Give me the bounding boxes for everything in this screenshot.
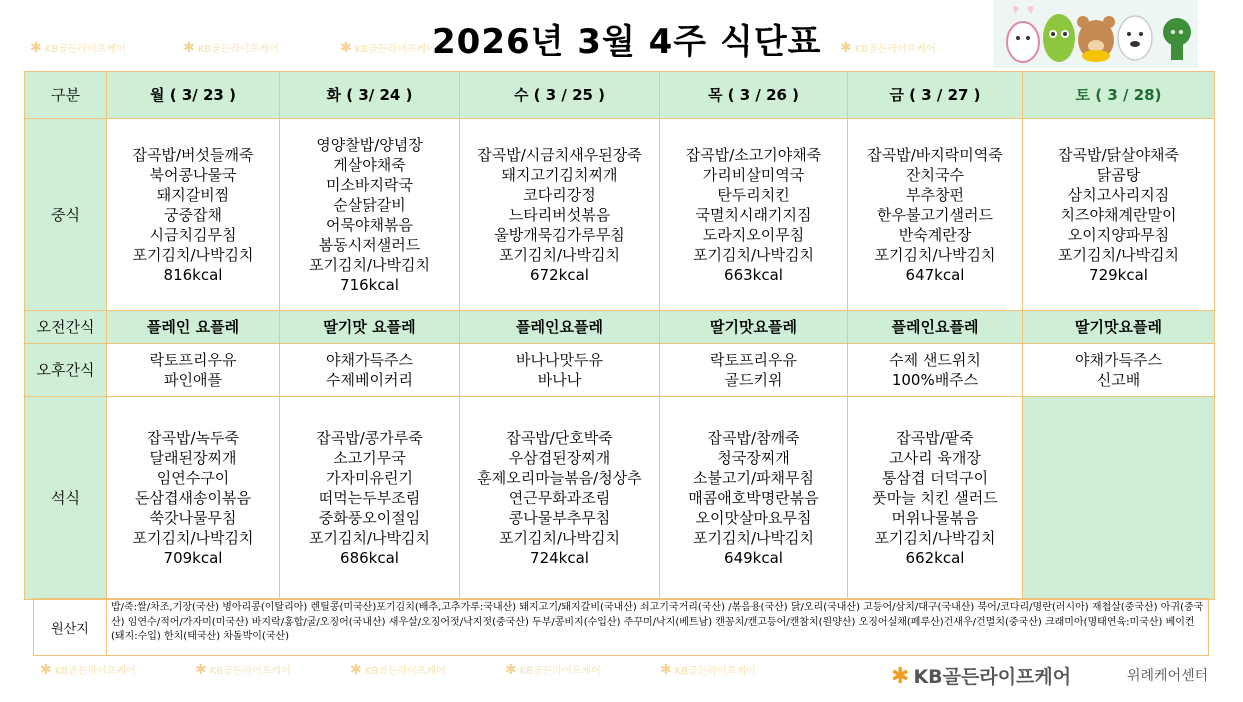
menu-item: 포기김치/나박김치	[693, 245, 814, 264]
menu-item: 머위나물볶음	[891, 509, 979, 527]
menu-item: 오이지양파무침	[1067, 225, 1170, 244]
day-header-mon: 월 ( 3/ 23 )	[107, 72, 280, 119]
calorie-value: 716kcal	[340, 275, 399, 294]
menu-item: 소고기무국	[333, 449, 406, 467]
menu-item: 100%배주스	[891, 371, 979, 389]
menu-item: 돼지고기김치찌개	[501, 165, 618, 184]
dinner-label: 석식	[25, 397, 107, 600]
lunch-cell-wed	[460, 119, 660, 311]
menu-item: 달래된장찌개	[149, 449, 237, 467]
calorie-value: 672kcal	[530, 265, 589, 284]
menu-item: 삼치고사리지짐	[1067, 185, 1170, 204]
menu-item: 콩나물부추무침	[508, 509, 611, 527]
day-header-wed: 수 ( 3 / 25 )	[460, 72, 660, 119]
center-name: 위례케어센터	[1127, 668, 1209, 684]
menu-item: 오이맛살마요무침	[695, 509, 812, 527]
menu-item: 쑥갓나물무침	[149, 509, 237, 527]
menu-item: 궁중잡채	[164, 205, 222, 224]
menu-item: 코다리강정	[523, 185, 596, 204]
menu-item: 봄동시저샐러드	[318, 235, 421, 254]
calorie-value: 647kcal	[905, 265, 965, 284]
menu-item: 골드키위	[724, 371, 783, 389]
pm-snack-thu	[660, 344, 848, 397]
menu-item: 포기김치/나박김치	[132, 529, 254, 547]
calorie-value: 729kcal	[1089, 265, 1148, 284]
menu-item: 수제베이커리	[326, 371, 413, 389]
menu-item: 잡곡밥/버섯들깨죽	[132, 145, 254, 164]
brand-logo	[891, 662, 1071, 689]
menu-item: 탄두리치킨	[717, 185, 790, 204]
mascot-illustration	[993, 0, 1198, 68]
menu-item: 닭곰탕	[1096, 165, 1141, 184]
calorie-value: 816kcal	[163, 265, 223, 284]
am-snack-thu: 딸기맛요플레	[660, 311, 848, 344]
watermark: ✱ KB골든라이프케어	[340, 40, 436, 56]
pm-snack-row	[25, 344, 1215, 397]
am-snack-wed: 플레인요플레	[460, 311, 660, 344]
day-header-tue: 화 ( 3/ 24 )	[280, 72, 460, 119]
pm-snack-mon	[107, 344, 280, 397]
menu-item: 도라지오이무침	[702, 225, 805, 244]
lunch-cell-sat	[1023, 119, 1215, 311]
menu-item: 포기김치/나박김치	[874, 245, 996, 264]
calorie-value: 686kcal	[340, 549, 399, 567]
calorie-value: 724kcal	[530, 549, 589, 567]
calorie-value: 662kcal	[905, 549, 965, 567]
kb-logo-icon: ✱	[891, 664, 910, 689]
menu-item: 포기김치/나박김치	[499, 245, 620, 264]
menu-item: 신고배	[1096, 371, 1141, 389]
menu-item: 포기김치/나박김치	[132, 245, 254, 264]
calorie-value: 663kcal	[724, 265, 783, 284]
pm-snack-fri	[848, 344, 1023, 397]
menu-item: 중화풍오이절임	[318, 509, 421, 527]
page-title: 2026년 3월 4주 식단표	[432, 22, 822, 62]
menu-item: 포기김치/나박김치	[693, 529, 814, 547]
menu-item: 락토프리우유	[149, 351, 237, 369]
menu-item: 북어콩나물국	[149, 165, 237, 184]
pm-snack-tue	[280, 344, 460, 397]
day-header-thu: 목 ( 3 / 26 )	[660, 72, 848, 119]
origin-text: 밥/죽:쌀/차조,기장(국산) 병아리콩(이탈리아) 렌틸콩(미국산)포기김치(배추,고추가루:국내산) 돼지고기/돼지갈비(국내산) 쇠고기국거리(국산) /볶음용(국산) 닭/오리(국내산) 고등어/삼치/대구(국내산) 북어/코다리/명란(러시아) 재첩살(중국산) 아귀(중국산) 임연수/적어/가자미(미국산) 바지락/홍합/굴/오징어(국내산) 새우살/오징어젓/낙지젓(중국산) 두부/콩비지(수입산) 주꾸미/낙지(베트남) 캔꽁치/캔고등어/캔참치(원양산) 오징어실채(페루산)건새우/건멸치(중국산) 크래미아(명태연육:미국산) 베이컨(돼지:수입) 한치(태국산) 차돌박이(국산)	[111, 602, 1204, 642]
menu-item: 매콤애호박명란볶음	[688, 489, 819, 507]
menu-item: 포기김치/나박김치	[1058, 245, 1179, 264]
menu-item: 잡곡밥/콩가루죽	[316, 429, 423, 447]
watermark: ✱ KB골든라이프케어	[195, 662, 291, 678]
menu-item: 바나나	[537, 371, 582, 389]
menu-item: 잡곡밥/시금치새우된장죽	[477, 145, 642, 164]
menu-item: 울방개묵김가루무침	[494, 225, 625, 244]
menu-item: 잡곡밥/녹두죽	[147, 429, 239, 447]
dinner-cell-wed	[460, 397, 660, 600]
menu-item: 게살야채죽	[333, 155, 406, 174]
header-row	[25, 72, 1215, 119]
day-header-sat: 토 ( 3 / 28)	[1023, 72, 1215, 119]
watermark: ✱ KB골든라이프케어	[505, 662, 601, 678]
menu-item: 한우불고기샐러드	[877, 205, 993, 224]
menu-item: 국멸치시래기지짐	[695, 205, 812, 224]
dinner-cell-tue	[280, 397, 460, 600]
am-snack-label: 오전간식	[25, 311, 107, 344]
menu-item: 파인애플	[164, 371, 222, 389]
menu-item: 치즈야채계란말이	[1060, 205, 1177, 224]
watermark: ✱ KB골든라이프케어	[30, 40, 126, 56]
menu-item: 풋마늘 치킨 샐러드	[872, 489, 998, 507]
pm-snack-label: 오후간식	[25, 344, 107, 397]
menu-item: 잡곡밥/닭살야채죽	[1058, 145, 1179, 164]
menu-item: 포기김치/나박김치	[499, 529, 620, 547]
dinner-cell-thu	[660, 397, 848, 600]
menu-item: 느타리버섯볶음	[508, 205, 611, 224]
watermark: ✱ KB골든라이프케어	[350, 662, 446, 678]
menu-item: 시금치김무침	[149, 225, 237, 244]
weekly-menu-table	[24, 71, 1215, 600]
menu-item: 통삼겹 더덕구이	[881, 469, 989, 487]
lunch-cell-fri	[848, 119, 1023, 311]
lunch-label: 중식	[25, 119, 107, 311]
menu-item: 가자미유린기	[326, 469, 413, 487]
menu-item: 돈삼겹새송이볶음	[135, 489, 251, 507]
menu-item: 야채가득주스	[1075, 351, 1162, 369]
lunch-cell-thu	[660, 119, 848, 311]
am-snack-sat: 딸기맛요플레	[1023, 311, 1215, 344]
brand-name: KB골든라이프케어	[913, 666, 1072, 688]
menu-item: 소불고기/파채무침	[693, 469, 814, 487]
menu-item: 어묵야채볶음	[326, 215, 413, 234]
calorie-value: 649kcal	[724, 549, 783, 567]
menu-item: 순살닭갈비	[333, 195, 406, 214]
menu-item: 야채가득주스	[326, 351, 413, 369]
watermark: ✱ KB골든라이프케어	[183, 40, 279, 56]
menu-item: 고사리 육개장	[889, 449, 981, 467]
am-snack-mon: 플레인 요플레	[107, 311, 280, 344]
pm-snack-wed	[460, 344, 660, 397]
menu-item: 반숙계란장	[898, 225, 972, 244]
origin-label: 원산지	[34, 599, 107, 655]
menu-item: 잡곡밥/참깨죽	[707, 429, 800, 447]
watermark: ✱ KB골든라이프케어	[660, 662, 756, 678]
menu-item: 락토프리우유	[710, 351, 797, 369]
menu-item: 잔치국수	[906, 165, 964, 184]
dinner-cell-sat	[1023, 397, 1215, 600]
dinner-cell-mon	[107, 397, 280, 600]
menu-item: 포기김치/나박김치	[309, 529, 430, 547]
menu-item: 포기김치/나박김치	[874, 529, 996, 547]
menu-item: 포기김치/나박김치	[309, 255, 430, 274]
am-snack-fri: 플레인요플레	[848, 311, 1023, 344]
menu-item: 연근무화과조림	[508, 489, 611, 507]
menu-item: 잡곡밥/단호박죽	[506, 429, 613, 447]
menu-item: 영양찰밥/양념장	[316, 135, 423, 154]
lunch-cell-tue	[280, 119, 460, 311]
menu-item: 떠먹는두부조림	[318, 489, 421, 507]
dinner-cell-fri	[848, 397, 1023, 600]
menu-item: 청국장찌개	[717, 449, 790, 467]
calorie-value: 709kcal	[163, 549, 223, 567]
origin-info	[33, 598, 1209, 656]
dinner-row	[25, 397, 1215, 600]
menu-item: 미소바지락국	[326, 175, 413, 194]
menu-item: 훈제오리마늘볶음/청상추	[477, 469, 642, 487]
category-header: 구분	[25, 72, 107, 119]
menu-item: 잡곡밥/바지락미역죽	[867, 145, 1003, 164]
pm-snack-sat	[1023, 344, 1215, 397]
menu-item: 잡곡밥/팥죽	[896, 429, 974, 447]
am-snack-row	[25, 311, 1215, 344]
menu-item: 우삼겹된장찌개	[508, 449, 611, 467]
watermark: ✱ KB골든라이프케어	[840, 40, 936, 56]
menu-item: 바나나맛두유	[516, 351, 603, 369]
menu-item: 가리비살미역국	[702, 165, 805, 184]
menu-item: 임연수구이	[156, 469, 230, 487]
menu-item: 부추창펀	[906, 185, 964, 204]
watermark: ✱ KB골든라이프케어	[40, 662, 136, 678]
lunch-row	[25, 119, 1215, 311]
am-snack-tue: 딸기맛 요플레	[280, 311, 460, 344]
menu-item: 잡곡밥/소고기야채죽	[685, 145, 822, 164]
day-header-fri: 금 ( 3 / 27 )	[848, 72, 1023, 119]
menu-item: 돼지갈비찜	[156, 185, 230, 204]
menu-item: 수제 샌드위치	[889, 351, 981, 369]
lunch-cell-mon	[107, 119, 280, 311]
